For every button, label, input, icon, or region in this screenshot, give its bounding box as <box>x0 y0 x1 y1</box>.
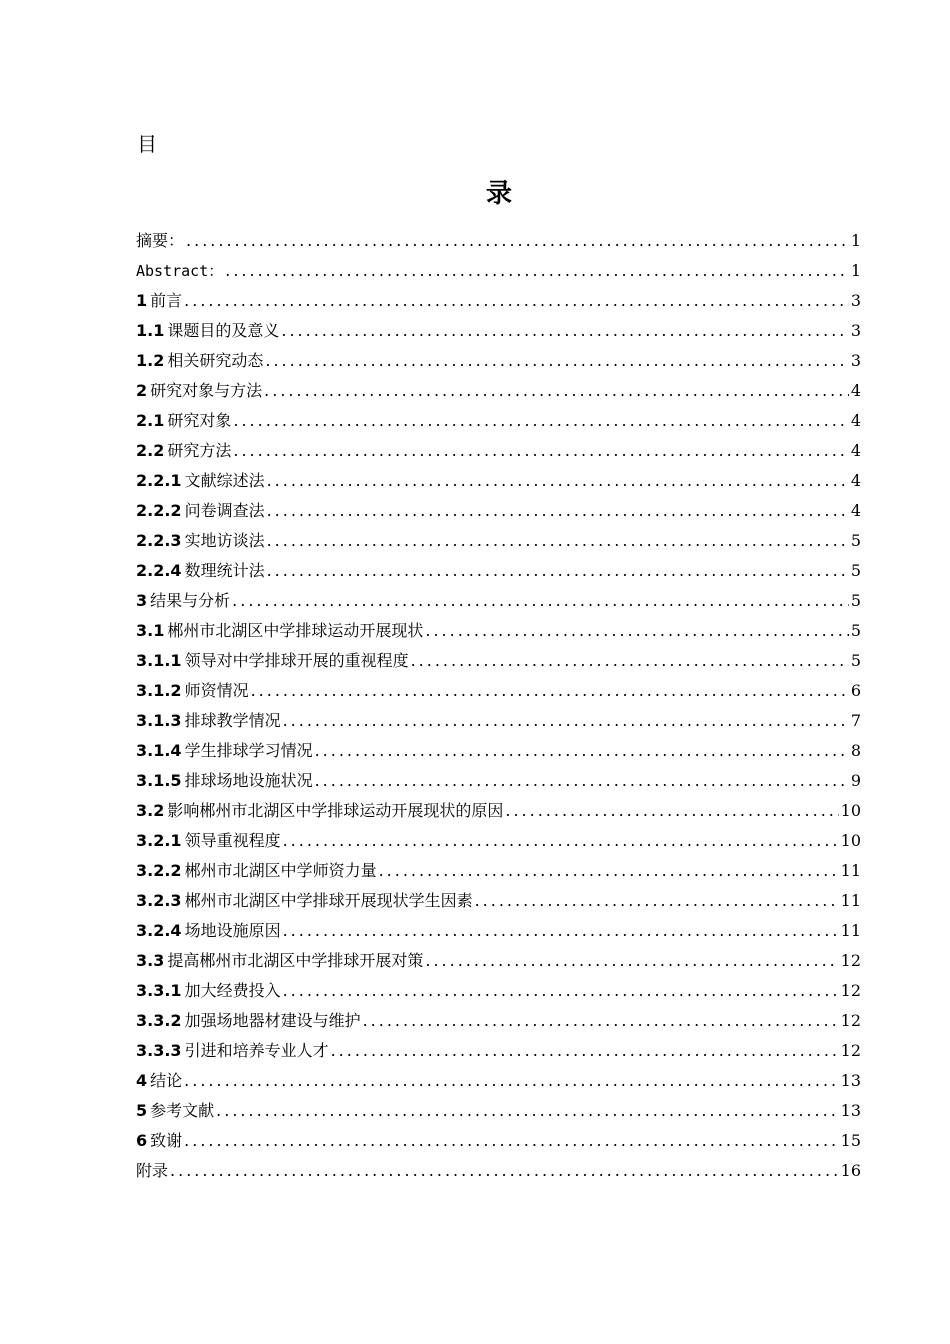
toc-dot-leader <box>267 526 849 556</box>
toc-entry-page-number: 11 <box>840 861 861 880</box>
toc-dot-leader <box>170 1156 839 1186</box>
toc-entry-number: 6 <box>136 1131 148 1150</box>
toc-entry-number: 3 <box>136 591 148 610</box>
toc-entry-number: 3.1 <box>136 621 165 640</box>
toc-entry-number: 5 <box>136 1101 148 1120</box>
toc-entry-label: 引进和培养专业人才 <box>184 1041 329 1060</box>
toc-entry-page-number: 5 <box>850 651 861 670</box>
toc-entry-number: 3.2.2 <box>136 861 182 880</box>
toc-entry-number: 1.2 <box>136 351 165 370</box>
toc-entry-page-number: 5 <box>850 531 861 550</box>
toc-entry-number: 3.1.5 <box>136 771 182 790</box>
toc-entry-label: 提高郴州市北湖区中学排球开展对策 <box>167 951 424 970</box>
toc-dot-leader <box>505 796 838 826</box>
toc-entry-page-number: 11 <box>840 891 861 910</box>
table-of-contents <box>136 226 861 1186</box>
toc-entry-page-number: 1 <box>850 261 861 280</box>
toc-entry-page-number: 3 <box>850 351 861 370</box>
toc-entry[interactable] <box>136 1006 861 1036</box>
toc-entry-label: 文献综述法 <box>184 471 265 490</box>
toc-entry-number: 2.2.2 <box>136 501 182 520</box>
toc-entry-number: 2.2.4 <box>136 561 182 580</box>
toc-entry[interactable] <box>136 1036 861 1066</box>
toc-dot-leader <box>251 676 849 706</box>
toc-entry-label: 加大经费投入 <box>184 981 281 1000</box>
toc-title-first-char: 目 <box>137 132 157 156</box>
toc-entry[interactable] <box>136 796 861 826</box>
toc-dot-leader <box>184 1126 838 1156</box>
toc-entry-page-number: 4 <box>850 381 861 400</box>
toc-entry-page-number: 4 <box>850 471 861 490</box>
toc-dot-leader <box>184 286 849 316</box>
toc-dot-leader <box>216 1096 838 1126</box>
toc-entry-number: 3.1.4 <box>136 741 182 760</box>
toc-entry-page-number: 13 <box>840 1101 861 1120</box>
toc-entry-label: 实地访谈法 <box>184 531 265 550</box>
toc-entry-label: 课题目的及意义 <box>167 321 280 340</box>
toc-entry-page-number: 1 <box>850 231 861 250</box>
toc-entry-page-number: 5 <box>850 591 861 610</box>
toc-dot-leader <box>425 616 848 646</box>
toc-dot-leader <box>315 736 849 766</box>
toc-entry-number: 3.1.3 <box>136 711 182 730</box>
toc-dot-leader <box>283 916 839 946</box>
toc-dot-leader <box>425 946 838 976</box>
toc-entry[interactable] <box>136 1096 861 1126</box>
toc-entry[interactable] <box>136 766 861 796</box>
toc-entry-page-number: 6 <box>850 681 861 700</box>
toc-entry[interactable] <box>136 466 861 496</box>
toc-entry[interactable] <box>136 406 861 436</box>
toc-entry[interactable] <box>136 946 861 976</box>
toc-entry-number: 1 <box>136 291 148 310</box>
toc-entry-page-number: 9 <box>850 771 861 790</box>
toc-entry[interactable] <box>136 316 861 346</box>
toc-entry[interactable] <box>136 826 861 856</box>
toc-entry-label: 参考文献 <box>150 1101 215 1120</box>
toc-dot-leader <box>281 316 848 346</box>
toc-dot-leader <box>233 406 848 436</box>
toc-entry-number: 3.3.2 <box>136 1011 182 1030</box>
toc-dot-leader <box>267 496 849 526</box>
toc-dot-leader <box>265 346 848 376</box>
toc-entry-number: 2.2.3 <box>136 531 182 550</box>
toc-entry[interactable] <box>136 286 861 316</box>
toc-entry[interactable] <box>136 1156 861 1186</box>
toc-dot-leader <box>475 886 839 916</box>
toc-entry-label: 排球场地设施状况 <box>184 771 313 790</box>
toc-entry[interactable] <box>136 976 861 1006</box>
toc-entry-label: 郴州市北湖区中学排球开展现状学生因素 <box>184 891 473 910</box>
toc-entry-number: 2.2 <box>136 441 165 460</box>
toc-entry[interactable] <box>136 646 861 676</box>
toc-entry-label: 场地设施原因 <box>184 921 281 940</box>
toc-entry-number: 4 <box>136 1071 148 1090</box>
toc-entry[interactable] <box>136 1066 861 1096</box>
toc-dot-leader <box>267 466 849 496</box>
toc-entry-page-number: 15 <box>840 1131 861 1150</box>
toc-entry-page-number: 3 <box>850 321 861 340</box>
toc-entry-label: Abstract： <box>136 262 224 280</box>
toc-entry-number: 2.2.1 <box>136 471 182 490</box>
toc-dot-leader <box>363 1006 839 1036</box>
toc-dot-leader <box>331 1036 839 1066</box>
toc-entry-page-number: 3 <box>850 291 861 310</box>
toc-entry[interactable] <box>136 346 861 376</box>
toc-title-second-char: 录 <box>485 179 512 209</box>
toc-entry[interactable] <box>136 616 861 646</box>
toc-entry-label: 前言 <box>150 291 183 310</box>
toc-entry-number: 3.1.2 <box>136 681 182 700</box>
toc-entry-number: 2.1 <box>136 411 165 430</box>
toc-entry-page-number: 5 <box>850 561 861 580</box>
toc-entry-number: 2 <box>136 381 148 400</box>
toc-entry-number: 3.2.4 <box>136 921 182 940</box>
toc-entry-label: 研究方法 <box>167 441 232 460</box>
toc-entry[interactable] <box>136 916 861 946</box>
toc-entry[interactable] <box>136 736 861 766</box>
toc-dot-leader <box>267 556 849 586</box>
toc-entry-label: 数理统计法 <box>184 561 265 580</box>
toc-entry[interactable] <box>136 226 861 256</box>
toc-entry-label: 附录 <box>136 1161 169 1180</box>
toc-dot-leader <box>232 586 849 616</box>
toc-entry-label: 学生排球学习情况 <box>184 741 313 760</box>
toc-entry-number: 3.1.1 <box>136 651 182 670</box>
toc-entry-number: 1.1 <box>136 321 165 340</box>
toc-dot-leader <box>315 766 849 796</box>
toc-entry-number: 3.2.3 <box>136 891 182 910</box>
toc-entry-label: 领导对中学排球开展的重视程度 <box>184 651 409 670</box>
toc-entry[interactable] <box>136 586 861 616</box>
toc-dot-leader <box>225 256 849 286</box>
toc-entry-page-number: 8 <box>850 741 861 760</box>
toc-entry-label: 排球教学情况 <box>184 711 281 730</box>
toc-dot-leader <box>264 376 849 406</box>
toc-dot-leader <box>379 856 839 886</box>
toc-entry-page-number: 4 <box>850 501 861 520</box>
toc-entry-label: 郴州市北湖区中学师资力量 <box>184 861 377 880</box>
toc-entry-page-number: 12 <box>840 951 861 970</box>
toc-entry-number: 3.3 <box>136 951 165 970</box>
toc-entry-label: 师资情况 <box>184 681 249 700</box>
toc-entry-page-number: 13 <box>840 1071 861 1090</box>
toc-dot-leader <box>283 706 849 736</box>
toc-entry-label: 领导重视程度 <box>184 831 281 850</box>
toc-entry[interactable] <box>136 376 861 406</box>
toc-entry-page-number: 5 <box>850 621 861 640</box>
toc-entry[interactable] <box>136 706 861 736</box>
toc-entry-label: 致谢 <box>150 1131 183 1150</box>
toc-dot-leader <box>411 646 849 676</box>
toc-entry-page-number: 10 <box>840 831 861 850</box>
toc-entry-number: 3.2 <box>136 801 165 820</box>
toc-entry-label: 郴州市北湖区中学排球运动开展现状 <box>167 621 424 640</box>
toc-entry-label: 影响郴州市北湖区中学排球运动开展现状的原因 <box>167 801 504 820</box>
toc-entry[interactable] <box>136 496 861 526</box>
toc-dot-leader <box>186 226 849 256</box>
toc-entry-page-number: 12 <box>840 1011 861 1030</box>
toc-dot-leader <box>233 436 848 466</box>
toc-entry-page-number: 12 <box>840 1041 861 1060</box>
toc-entry-label: 问卷调查法 <box>184 501 265 520</box>
toc-entry-page-number: 12 <box>840 981 861 1000</box>
toc-dot-leader <box>283 826 839 856</box>
toc-entry[interactable] <box>136 886 861 916</box>
toc-entry-label: 加强场地器材建设与维护 <box>184 1011 361 1030</box>
toc-entry-page-number: 16 <box>840 1161 861 1180</box>
toc-entry-number: 3.3.3 <box>136 1041 182 1060</box>
toc-entry-label: 相关研究动态 <box>167 351 264 370</box>
toc-entry[interactable] <box>136 436 861 466</box>
toc-entry-label: 摘要： <box>136 231 185 250</box>
toc-entry-number: 3.2.1 <box>136 831 182 850</box>
toc-entry-page-number: 4 <box>850 441 861 460</box>
toc-entry-page-number: 7 <box>850 711 861 730</box>
toc-entry[interactable] <box>136 676 861 706</box>
toc-entry-label: 结论 <box>150 1071 183 1090</box>
toc-entry[interactable] <box>136 856 861 886</box>
toc-entry-label: 研究对象与方法 <box>150 381 263 400</box>
toc-entry-page-number: 10 <box>840 801 861 820</box>
toc-entry-label: 结果与分析 <box>150 591 231 610</box>
toc-entry-page-number: 4 <box>850 411 861 430</box>
toc-dot-leader <box>184 1066 838 1096</box>
toc-entry-page-number: 11 <box>840 921 861 940</box>
toc-entry[interactable] <box>136 256 861 286</box>
toc-entry[interactable] <box>136 556 861 586</box>
toc-dot-leader <box>283 976 839 1006</box>
toc-entry-label: 研究对象 <box>167 411 232 430</box>
toc-entry-number: 3.3.1 <box>136 981 182 1000</box>
toc-entry[interactable] <box>136 1126 861 1156</box>
toc-entry[interactable] <box>136 526 861 556</box>
